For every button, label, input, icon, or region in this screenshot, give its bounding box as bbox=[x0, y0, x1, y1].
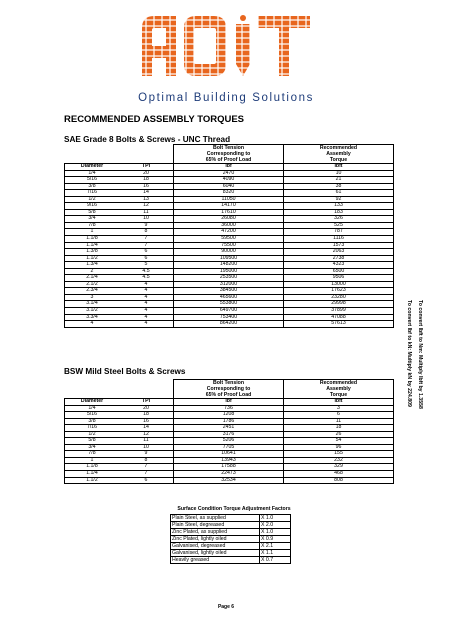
logo-letter-o bbox=[184, 16, 226, 76]
bsw-cell-tpi: 7 bbox=[119, 464, 174, 471]
sae-cell-diameter: 7/16 bbox=[65, 190, 120, 197]
adjustment-table bbox=[170, 514, 291, 564]
sae-cell-lbft: 92 bbox=[284, 196, 394, 203]
adjustment-condition: Galvanised, degreased bbox=[171, 543, 260, 550]
bsw-header-torque-3: Torque bbox=[284, 392, 394, 399]
sae-cell-lbft: 2738 bbox=[284, 255, 394, 262]
sae-cell-diameter: 3.3/4 bbox=[65, 314, 120, 321]
sae-cell-lbft: 17623 bbox=[284, 288, 394, 295]
sae-cell-tpi: 16 bbox=[119, 183, 174, 190]
company-logo bbox=[0, 14, 452, 104]
sae-cell-diameter: 1.3/8 bbox=[65, 249, 120, 256]
adjustment-condition: Zinc Plated, lightly oiled bbox=[171, 536, 260, 543]
conversion-note-nm: To convert lbft to Nm: Multiply lbft by 1.3558 bbox=[417, 300, 423, 409]
sae-cell-tpi: 9 bbox=[119, 222, 174, 229]
bsw-cell-tpi: 10 bbox=[119, 444, 174, 451]
sae-header-torque-2: Assembly bbox=[284, 151, 394, 157]
adjustment-factor: X 2.0 bbox=[260, 522, 291, 529]
sae-cell-tpi: 10 bbox=[119, 216, 174, 223]
adjustment-factor: X 0.7 bbox=[260, 557, 291, 564]
bsw-cell-lbf: 736 bbox=[174, 405, 284, 412]
bsw-col-lbf: lbf bbox=[174, 399, 284, 406]
bsw-cell-tpi: 8 bbox=[119, 457, 174, 464]
sae-cell-lbft: 4323 bbox=[284, 262, 394, 269]
bsw-cell-lbf: 1208 bbox=[174, 412, 284, 419]
sae-cell-diameter: 3/4 bbox=[65, 216, 120, 223]
logo-lettering bbox=[138, 14, 314, 76]
adjustment-condition: Heavily greased bbox=[171, 557, 260, 564]
sae-cell-tpi: 14 bbox=[119, 190, 174, 197]
sae-torque-table bbox=[64, 144, 394, 328]
sae-cell-lbft: 326 bbox=[284, 216, 394, 223]
sae-cell-tpi: 6 bbox=[119, 249, 174, 256]
logo-letter-t bbox=[258, 16, 310, 76]
sae-cell-diameter: 4 bbox=[65, 321, 120, 328]
adjustment-row bbox=[171, 550, 291, 557]
bsw-cell-tpi: 11 bbox=[119, 438, 174, 445]
sae-table-row bbox=[65, 321, 394, 328]
sae-cell-tpi: 4 bbox=[119, 301, 174, 308]
bsw-cell-diameter: 1.1/8 bbox=[65, 464, 120, 471]
adjustment-row bbox=[171, 557, 291, 564]
sae-cell-lbf: 465600 bbox=[174, 294, 284, 301]
sae-cell-lbft: 37899 bbox=[284, 308, 394, 315]
bsw-cell-diameter: 7/16 bbox=[65, 425, 120, 432]
sae-cell-lbf: 26080 bbox=[174, 216, 284, 223]
sae-cell-lbf: 4090 bbox=[174, 177, 284, 184]
logo-letter-a bbox=[142, 16, 176, 76]
sae-cell-diameter: 5/16 bbox=[65, 177, 120, 184]
bsw-cell-lbf: 17588 bbox=[174, 464, 284, 471]
adjustment-condition: Zinc Plated, as supplied bbox=[171, 529, 260, 536]
bsw-cell-lbf: 3176 bbox=[174, 431, 284, 438]
sae-cell-tpi: 4.5 bbox=[119, 268, 174, 275]
sae-cell-lbf: 312000 bbox=[174, 281, 284, 288]
sae-header-bolt-3: 65% of Proof Load bbox=[174, 157, 284, 164]
adjustment-factor: X 1.1 bbox=[260, 550, 291, 557]
sae-cell-lbf: 148200 bbox=[174, 262, 284, 269]
adjustment-title: Surface Condition Torque Adjustment Factors bbox=[177, 506, 291, 512]
bsw-header-torque-2: Assembly bbox=[284, 386, 394, 392]
bsw-cell-diameter: 5/8 bbox=[65, 438, 120, 445]
sae-cell-diameter: 7/8 bbox=[65, 222, 120, 229]
sae-cell-lbf: 8320 bbox=[174, 190, 284, 197]
logo-tagline: Optimal Building Solutions bbox=[138, 92, 314, 104]
sae-cell-lbf: 109500 bbox=[174, 255, 284, 262]
sae-cell-lbft: 23280 bbox=[284, 294, 394, 301]
bsw-cell-lbf: 1786 bbox=[174, 418, 284, 425]
sae-cell-diameter: 2.1/2 bbox=[65, 281, 120, 288]
sae-cell-tpi: 13 bbox=[119, 196, 174, 203]
sae-cell-tpi: 7 bbox=[119, 242, 174, 249]
bsw-cell-lbf: 32534 bbox=[174, 477, 284, 484]
adjustment-row bbox=[171, 522, 291, 529]
bsw-cell-lbft: 155 bbox=[284, 451, 394, 458]
bsw-cell-lbf: 22473 bbox=[174, 471, 284, 478]
sae-cell-tpi: 4 bbox=[119, 294, 174, 301]
sae-cell-diameter: 2 bbox=[65, 268, 120, 275]
sae-cell-tpi: 8 bbox=[119, 229, 174, 236]
sae-cell-lbft: 9506 bbox=[284, 275, 394, 282]
adjustment-table-body bbox=[171, 515, 291, 564]
sae-cell-diameter: 2.3/4 bbox=[65, 288, 120, 295]
adjustment-row bbox=[171, 529, 291, 536]
sae-cell-lbf: 253500 bbox=[174, 275, 284, 282]
sae-cell-lbf: 2470 bbox=[174, 170, 284, 177]
sae-cell-lbft: 1116 bbox=[284, 236, 394, 243]
bsw-cell-lbft: 26 bbox=[284, 431, 394, 438]
bsw-cell-diameter: 1 bbox=[65, 457, 120, 464]
bsw-cell-tpi: 7 bbox=[119, 471, 174, 478]
sae-cell-lbf: 553800 bbox=[174, 301, 284, 308]
bsw-cell-lbft: 6 bbox=[284, 412, 394, 419]
adjustment-condition: Galvanised, lightly oiled bbox=[171, 550, 260, 557]
sae-cell-tpi: 4.5 bbox=[119, 275, 174, 282]
sae-cell-tpi: 7 bbox=[119, 236, 174, 243]
bsw-cell-diameter: 1.1/2 bbox=[65, 477, 120, 484]
sae-col-lbf: lbf bbox=[174, 164, 284, 171]
bsw-cell-lbft: 329 bbox=[284, 464, 394, 471]
sae-cell-lbft: 525 bbox=[284, 222, 394, 229]
sae-section-title: SAE Grade 8 Bolts & Screws - UNC Thread bbox=[64, 135, 231, 144]
sae-cell-lbft: 2063 bbox=[284, 249, 394, 256]
bsw-cell-lbft: 808 bbox=[284, 477, 394, 484]
bsw-cell-lbft: 468 bbox=[284, 471, 394, 478]
sae-cell-lbf: 11050 bbox=[174, 196, 284, 203]
sae-table-body bbox=[65, 170, 394, 327]
bsw-cell-diameter: 1/2 bbox=[65, 431, 120, 438]
bsw-cell-lbft: 3 bbox=[284, 405, 394, 412]
bsw-cell-tpi: 18 bbox=[119, 412, 174, 419]
sae-cell-tpi: 18 bbox=[119, 177, 174, 184]
sae-cell-lbft: 6500 bbox=[284, 268, 394, 275]
sae-col-lbft: lbft bbox=[284, 164, 394, 171]
sae-cell-diameter: 3.1/4 bbox=[65, 301, 120, 308]
sae-cell-lbf: 864200 bbox=[174, 321, 284, 328]
adjustment-condition: Plain Steel, as supplied bbox=[171, 515, 260, 522]
adjustment-factor: X 1.0 bbox=[260, 529, 291, 536]
sae-col-diameter: Diameter bbox=[65, 164, 120, 171]
bsw-cell-tpi: 12 bbox=[119, 431, 174, 438]
bsw-header-bolt-2: Corresponding to bbox=[174, 386, 284, 392]
sae-cell-tpi: 4 bbox=[119, 308, 174, 315]
sae-cell-lbf: 36000 bbox=[174, 222, 284, 229]
sae-cell-lbf: 753400 bbox=[174, 314, 284, 321]
bsw-cell-diameter: 5/16 bbox=[65, 412, 120, 419]
logo-letter-i-dot bbox=[240, 15, 246, 21]
bsw-cell-lbf: 10641 bbox=[174, 451, 284, 458]
page-number: Page 6 bbox=[217, 604, 235, 610]
bsw-cell-lbft: 18 bbox=[284, 425, 394, 432]
adjustment-factors bbox=[170, 506, 298, 564]
sae-cell-diameter: 1.1/4 bbox=[65, 242, 120, 249]
bsw-cell-lbft: 11 bbox=[284, 418, 394, 425]
bsw-cell-tpi: 16 bbox=[119, 418, 174, 425]
conversion-note-kn: To convert lbf to kN: Multiply kN by 224.809 bbox=[406, 300, 412, 407]
sae-cell-lbft: 183 bbox=[284, 209, 394, 216]
bsw-torque-table bbox=[64, 379, 394, 484]
sae-cell-diameter: 3/8 bbox=[65, 183, 120, 190]
sae-cell-lbft: 57613 bbox=[284, 321, 394, 328]
sae-cell-diameter: 5/8 bbox=[65, 209, 120, 216]
sae-header-torque-1: Recommended bbox=[284, 145, 394, 152]
sae-cell-tpi: 5 bbox=[119, 262, 174, 269]
sae-col-tpi: TPI bbox=[119, 164, 174, 171]
bsw-header-bolt-1: Bolt Tension bbox=[174, 380, 284, 387]
sae-cell-lbft: 61 bbox=[284, 190, 394, 197]
sae-cell-diameter: 1.1/8 bbox=[65, 236, 120, 243]
logo-letter-i bbox=[236, 24, 250, 76]
sae-cell-lbf: 17610 bbox=[174, 209, 284, 216]
sae-cell-tpi: 11 bbox=[119, 209, 174, 216]
sae-cell-lbf: 384500 bbox=[174, 288, 284, 295]
sae-cell-lbft: 13000 bbox=[284, 281, 394, 288]
sae-header-bolt-2: Corresponding to bbox=[174, 151, 284, 157]
bsw-table-body bbox=[65, 405, 394, 484]
sae-cell-lbf: 59500 bbox=[174, 236, 284, 243]
bsw-cell-lbf: 5206 bbox=[174, 438, 284, 445]
sae-cell-diameter: 1/4 bbox=[65, 170, 120, 177]
sae-cell-lbft: 29998 bbox=[284, 301, 394, 308]
sae-cell-diameter: 9/16 bbox=[65, 203, 120, 210]
bsw-section-title: BSW Mild Steel Bolts & Screws bbox=[64, 367, 186, 376]
bsw-cell-diameter: 3/8 bbox=[65, 418, 120, 425]
sae-cell-diameter: 1.1/2 bbox=[65, 255, 120, 262]
sae-cell-diameter: 1.3/4 bbox=[65, 262, 120, 269]
bsw-cell-lbf: 13943 bbox=[174, 457, 284, 464]
bsw-cell-tpi: 6 bbox=[119, 477, 174, 484]
bsw-cell-diameter: 1/4 bbox=[65, 405, 120, 412]
sae-cell-lbf: 195000 bbox=[174, 268, 284, 275]
bsw-cell-lbft: 232 bbox=[284, 457, 394, 464]
sae-cell-tpi: 4 bbox=[119, 321, 174, 328]
sae-cell-tpi: 12 bbox=[119, 203, 174, 210]
sae-cell-diameter: 2.1/4 bbox=[65, 275, 120, 282]
sae-cell-lbf: 75500 bbox=[174, 242, 284, 249]
bsw-cell-lbf: 2451 bbox=[174, 425, 284, 432]
sae-cell-tpi: 4 bbox=[119, 314, 174, 321]
adjustment-factor: X 1.0 bbox=[260, 515, 291, 522]
sae-cell-diameter: 1/2 bbox=[65, 196, 120, 203]
sae-cell-diameter: 3 bbox=[65, 294, 120, 301]
sae-cell-lbf: 6040 bbox=[174, 183, 284, 190]
bsw-cell-diameter: 3/4 bbox=[65, 444, 120, 451]
adjustment-row bbox=[171, 536, 291, 543]
sae-cell-lbf: 90000 bbox=[174, 249, 284, 256]
bsw-cell-lbft: 54 bbox=[284, 438, 394, 445]
sae-cell-lbft: 21 bbox=[284, 177, 394, 184]
sae-header-torque-3: Torque bbox=[284, 157, 394, 164]
adjustment-row bbox=[171, 543, 291, 550]
sae-cell-tpi: 4 bbox=[119, 288, 174, 295]
bsw-cell-diameter: 7/8 bbox=[65, 451, 120, 458]
adjustment-factor: X 0.9 bbox=[260, 536, 291, 543]
sae-header-bolt-1: Bolt Tension bbox=[174, 145, 284, 152]
bsw-table-row bbox=[65, 477, 394, 484]
adjustment-condition: Plain Steel, degreased bbox=[171, 522, 260, 529]
bsw-col-lbft: lbft bbox=[284, 399, 394, 406]
bsw-header-bolt-3: 65% of Proof Load bbox=[174, 392, 284, 399]
sae-cell-diameter: 1 bbox=[65, 229, 120, 236]
bsw-cell-diameter: 1.1/4 bbox=[65, 471, 120, 478]
sae-cell-lbft: 1573 bbox=[284, 242, 394, 249]
bsw-cell-lbf: 7705 bbox=[174, 444, 284, 451]
sae-cell-tpi: 20 bbox=[119, 170, 174, 177]
bsw-col-diameter: Diameter bbox=[65, 399, 120, 406]
sae-cell-lbft: 38 bbox=[284, 183, 394, 190]
bsw-header-torque-1: Recommended bbox=[284, 380, 394, 387]
sae-cell-lbft: 133 bbox=[284, 203, 394, 210]
sae-cell-lbf: 649700 bbox=[174, 308, 284, 315]
sae-cell-lbft: 47088 bbox=[284, 314, 394, 321]
sae-cell-diameter: 3.1/2 bbox=[65, 308, 120, 315]
sae-cell-tpi: 4 bbox=[119, 281, 174, 288]
bsw-cell-tpi: 14 bbox=[119, 425, 174, 432]
bsw-cell-lbft: 96 bbox=[284, 444, 394, 451]
sae-cell-tpi: 6 bbox=[119, 255, 174, 262]
sae-cell-lbft: 787 bbox=[284, 229, 394, 236]
adjustment-row bbox=[171, 515, 291, 522]
sae-cell-lbft: 10 bbox=[284, 170, 394, 177]
bsw-cell-tpi: 20 bbox=[119, 405, 174, 412]
document-title: RECOMMENDED ASSEMBLY TORQUES bbox=[64, 114, 244, 125]
adjustment-factor: X 2.1 bbox=[260, 543, 291, 550]
sae-cell-lbf: 47200 bbox=[174, 229, 284, 236]
bsw-col-tpi: TPI bbox=[119, 399, 174, 406]
sae-cell-lbf: 14170 bbox=[174, 203, 284, 210]
bsw-cell-tpi: 9 bbox=[119, 451, 174, 458]
